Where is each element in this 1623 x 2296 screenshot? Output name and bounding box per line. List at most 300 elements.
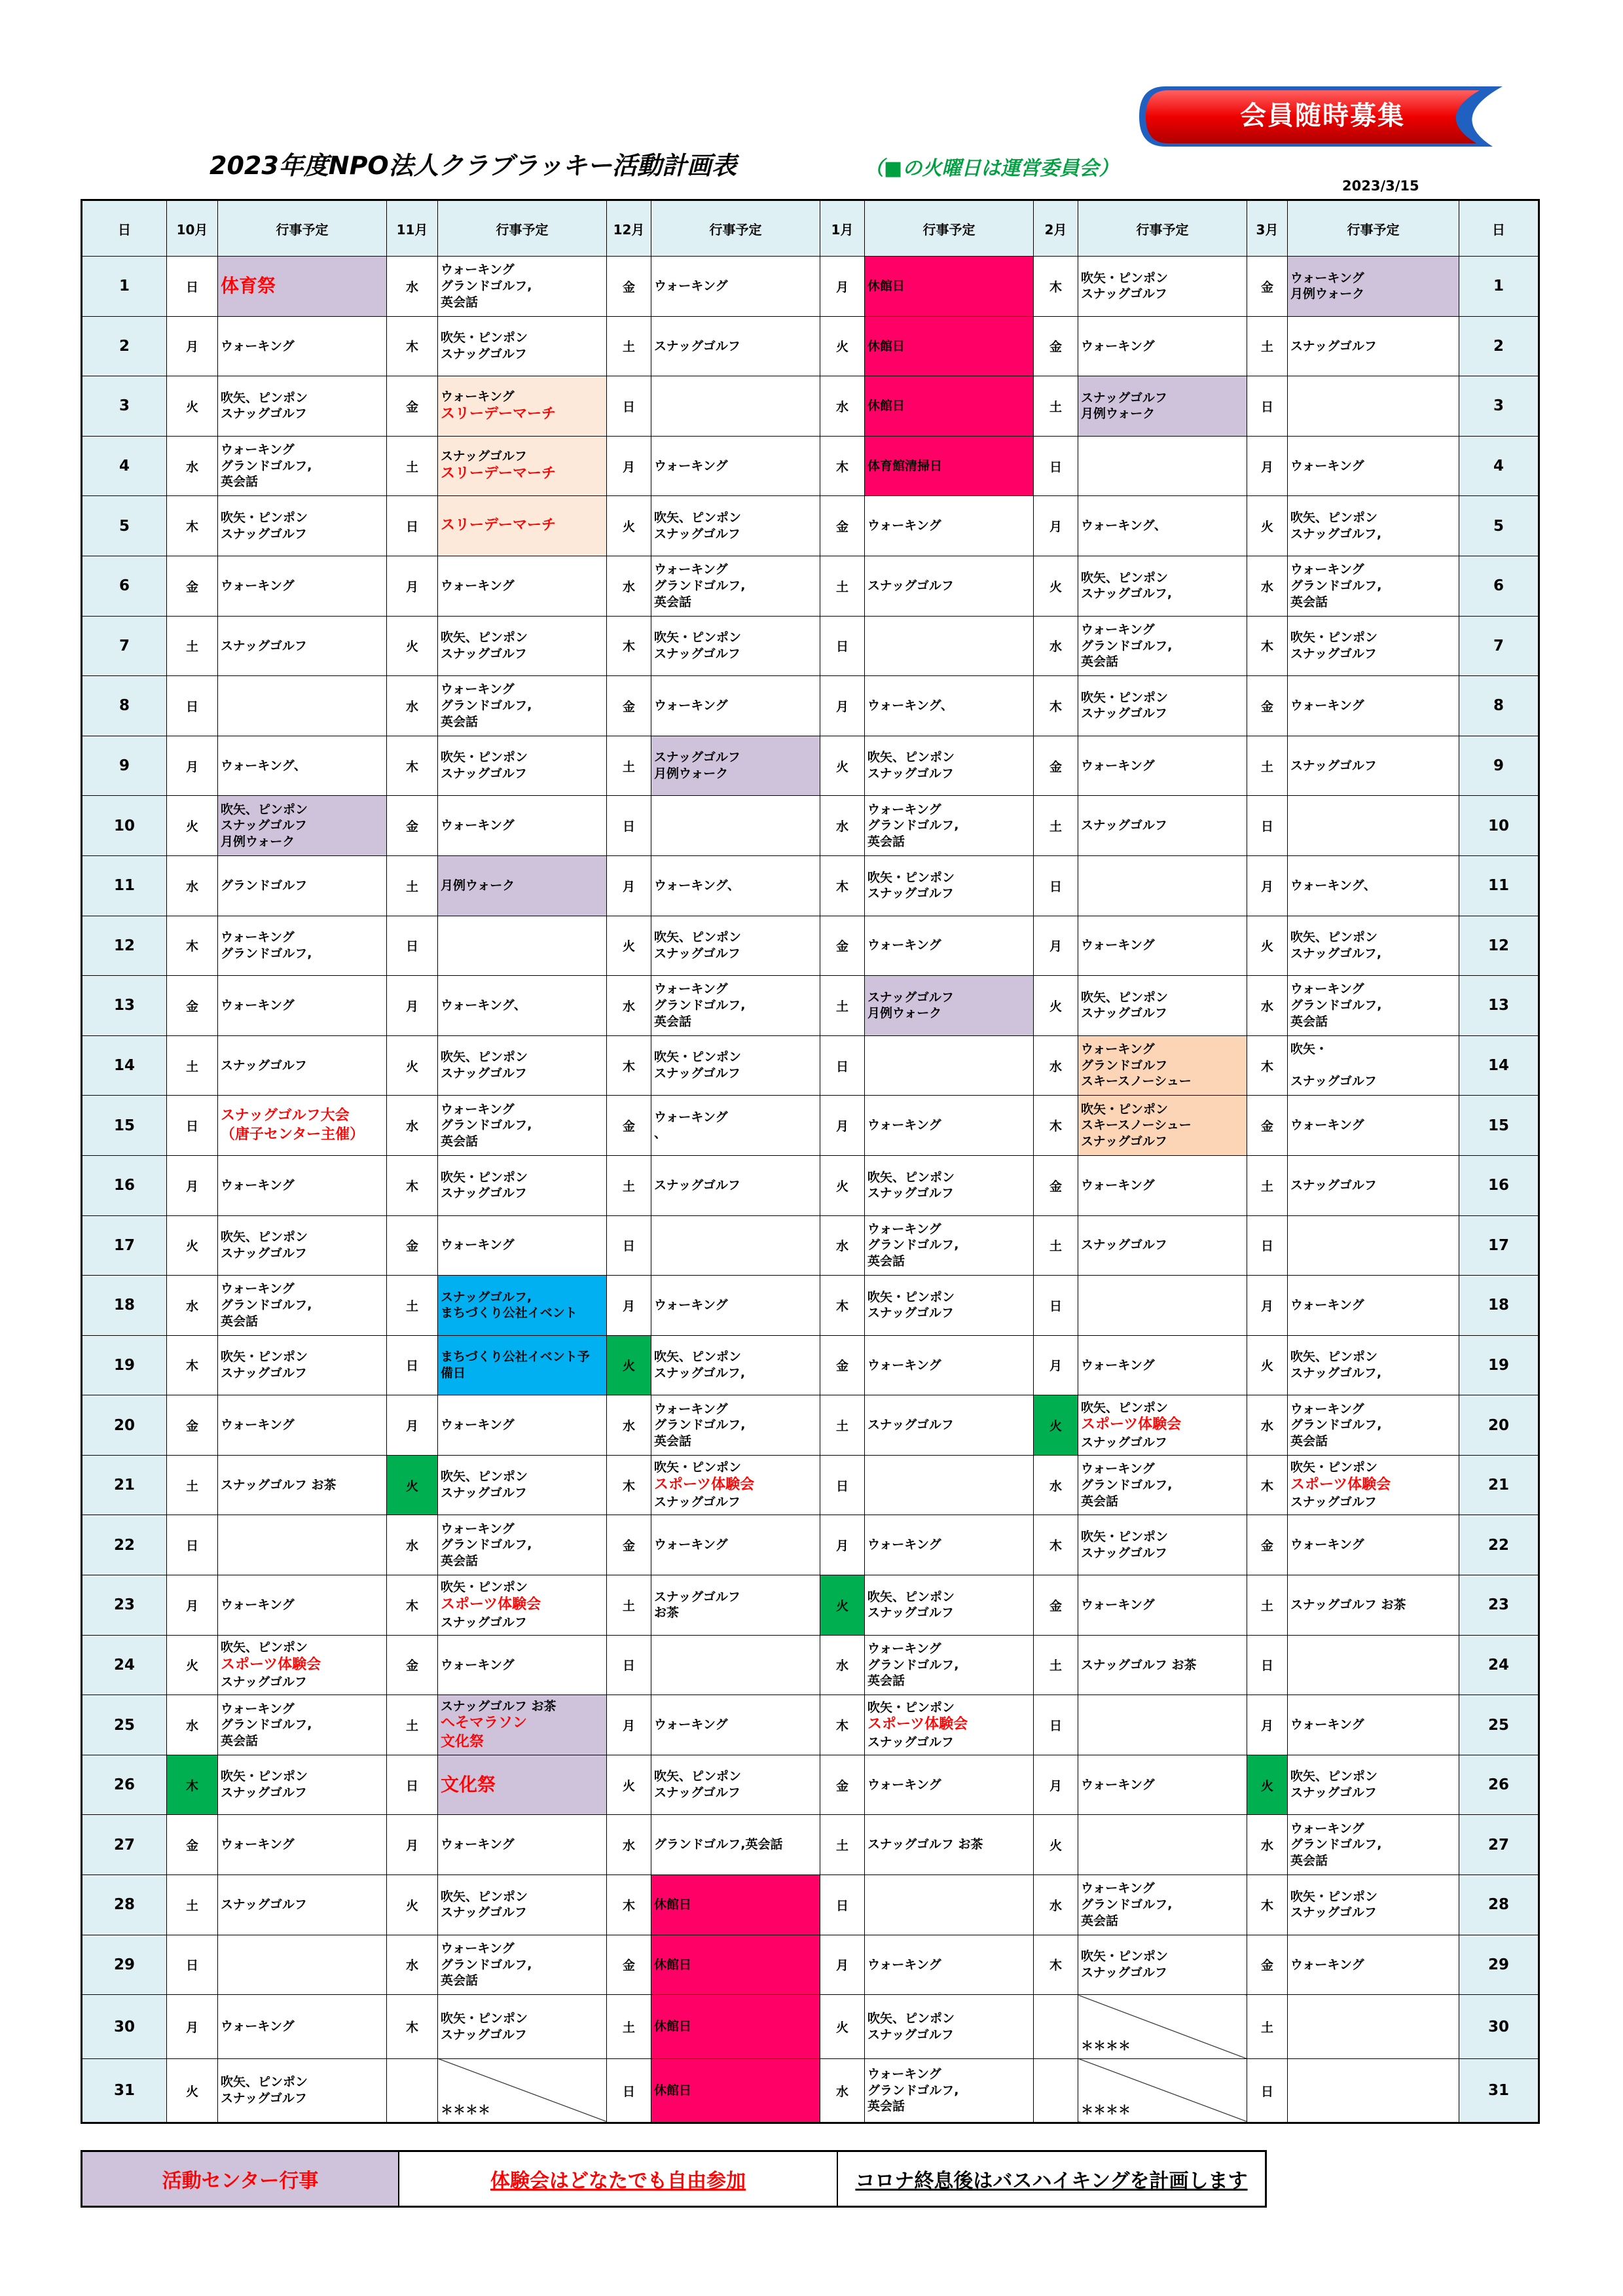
day-number: 21: [82, 1455, 167, 1515]
event-line: 英会話: [221, 1733, 259, 1748]
day-number: 29: [82, 1935, 167, 1995]
event-line: まちづくり公社イベント予: [441, 1350, 590, 1365]
weekday-cell: 水: [820, 1215, 865, 1276]
weekday-cell: 月: [387, 1815, 438, 1875]
day-number-right: 31: [1459, 2058, 1539, 2123]
event-cell: [438, 316, 607, 376]
weekday-cell: 木: [1247, 1455, 1288, 1515]
table-row: [82, 1575, 1539, 1636]
weekday-cell: 火: [820, 1575, 865, 1636]
event-line: スナッグゴルフ: [1290, 1905, 1377, 1920]
weekday-cell: 水: [167, 855, 218, 916]
day-number-right: 25: [1459, 1695, 1539, 1755]
weekday-cell: 木: [167, 1755, 218, 1815]
event-cell: [1288, 1515, 1459, 1575]
event-line: 吹矢、ピンポン: [654, 510, 742, 525]
event-line: ウォーキング: [1290, 1957, 1364, 1972]
event-line: 英会話: [441, 714, 479, 729]
event-line: ウォーキング、: [441, 998, 526, 1013]
event-line: スナッグゴルフ: [441, 646, 527, 661]
event-cell: [438, 2058, 607, 2123]
event-line: スポーツ体験会: [654, 1476, 755, 1493]
weekday-cell: 水: [387, 1515, 438, 1575]
weekday-cell: 火: [1247, 916, 1288, 976]
event-line: ウォーキング: [654, 1298, 728, 1313]
event-cell: [218, 1755, 387, 1815]
event-line: スナッグゴルフ: [221, 818, 307, 833]
event-line: スポーツ体験会: [1081, 1416, 1182, 1433]
day-number: 31: [82, 2058, 167, 2123]
weekday-cell: 土: [820, 1815, 865, 1875]
event-line: 英会話: [1290, 594, 1328, 609]
day-number-right: 7: [1459, 616, 1539, 676]
event-line: スナッグゴルフ: [1290, 1074, 1377, 1089]
day-number-right: 12: [1459, 916, 1539, 976]
weekday-cell: 水: [607, 1395, 651, 1456]
event-cell: [1288, 1096, 1459, 1156]
event-line: グランドゴルフ,: [221, 946, 312, 961]
event-line: 吹矢、ピンポン: [654, 1350, 742, 1365]
event-line: スナッグゴルフ: [1081, 1238, 1167, 1253]
event-line: 英会話: [441, 1134, 479, 1149]
event-cell: [651, 1335, 820, 1395]
table-row: [82, 1635, 1539, 1695]
weekday-cell: 土: [387, 436, 438, 496]
day-number-right: 3: [1459, 376, 1539, 437]
table-row: [82, 616, 1539, 676]
event-cell: [865, 1035, 1034, 1096]
event-cell: [651, 1815, 820, 1875]
day-number-right: 17: [1459, 1215, 1539, 1276]
event-line: スナッグゴルフ: [654, 946, 740, 961]
day-number: 25: [82, 1695, 167, 1755]
weekday-cell: 日: [1247, 1215, 1288, 1276]
event-line: ウォーキング: [441, 1238, 515, 1253]
day-number: 17: [82, 1215, 167, 1276]
event-cell: [1078, 1515, 1247, 1575]
weekday-cell: 木: [1034, 676, 1078, 736]
table-row: [82, 1155, 1539, 1215]
day-number-right: 30: [1459, 1995, 1539, 2059]
day-number-right: 13: [1459, 976, 1539, 1036]
event-line: スナッグゴルフ: [867, 578, 954, 593]
event-cell: [865, 1635, 1034, 1695]
weekday-cell: 日: [607, 1635, 651, 1695]
event-cell: [651, 1575, 820, 1636]
weekday-cell: 火: [387, 1875, 438, 1935]
day-number: 2: [82, 316, 167, 376]
event-line: グランドゴルフ,: [441, 1537, 532, 1552]
event-cell: [1078, 1935, 1247, 1995]
event-cell: [1288, 556, 1459, 616]
header-jan: 1月: [820, 200, 865, 257]
event-line: ウォーキング: [867, 2067, 941, 2082]
event-cell: [438, 1935, 607, 1995]
table-row: [82, 1755, 1539, 1815]
event-cell: [651, 496, 820, 556]
weekday-cell: 木: [1034, 1096, 1078, 1156]
weekday-cell: 日: [1034, 1276, 1078, 1336]
day-number-right: 26: [1459, 1755, 1539, 1815]
event-line: ウォーキング、: [867, 698, 953, 713]
event-line: ウォーキング: [1081, 1881, 1155, 1896]
day-number: 7: [82, 616, 167, 676]
day-number: 15: [82, 1096, 167, 1156]
event-line: 吹矢・ピンポン: [1290, 1460, 1378, 1475]
event-cell: [1288, 676, 1459, 736]
weekday-cell: 木: [820, 1695, 865, 1755]
event-cell: [651, 1155, 820, 1215]
event-line: スナッグゴルフ,: [441, 1289, 532, 1304]
event-cell: [651, 376, 820, 437]
event-cell: [1288, 496, 1459, 556]
weekday-cell: 金: [387, 796, 438, 856]
event-cell: [651, 916, 820, 976]
event-line: ウォーキング: [1081, 338, 1155, 353]
weekday-cell: 金: [607, 257, 651, 317]
weekday-cell: 金: [820, 1755, 865, 1815]
weekday-cell: 火: [820, 736, 865, 796]
day-number-right: 10: [1459, 796, 1539, 856]
weekday-cell: 月: [607, 855, 651, 916]
event-cell: [218, 976, 387, 1036]
event-cell: [1078, 796, 1247, 856]
weekday-cell: 木: [607, 616, 651, 676]
day-number: 20: [82, 1395, 167, 1456]
event-cell: [438, 1575, 607, 1636]
table-row: [82, 496, 1539, 556]
event-line: 休館日: [867, 278, 905, 293]
event-cell: [218, 616, 387, 676]
day-number: 6: [82, 556, 167, 616]
day-number-right: 27: [1459, 1815, 1539, 1875]
event-cell: [865, 1335, 1034, 1395]
event-line: スナッグゴルフ: [441, 346, 527, 361]
event-line: ウォーキング: [1081, 1462, 1155, 1477]
event-line: スナッグゴルフ: [867, 990, 954, 1005]
event-cell: [218, 1815, 387, 1875]
event-line: ウォーキング: [1290, 1821, 1364, 1836]
event-cell: [1078, 1695, 1247, 1755]
weekday-cell: 水: [820, 376, 865, 437]
event-line: スナッグゴルフ: [654, 1495, 740, 1510]
event-line: スリーデーマーチ: [441, 465, 556, 482]
weekday-cell: 月: [1034, 496, 1078, 556]
weekday-cell: 金: [1034, 1575, 1078, 1636]
event-line: 吹矢、ピンポン: [867, 1170, 955, 1185]
event-line: スキースノーシュー: [1081, 1074, 1192, 1089]
event-line: グランドゴルフ,: [1290, 998, 1382, 1013]
header-nov: 11月: [387, 200, 438, 257]
weekday-cell: 木: [1034, 1515, 1078, 1575]
event-line: スナッグゴルフ: [1081, 706, 1167, 721]
day-number-right: 15: [1459, 1096, 1539, 1156]
event-cell: [651, 257, 820, 317]
event-line: ウォーキング: [1290, 1717, 1364, 1732]
event-line: へそマラソン: [441, 1715, 528, 1732]
event-line: スナッグゴルフ: [441, 1186, 527, 1201]
weekday-cell: 木: [387, 316, 438, 376]
event-line: 吹矢・ピンポン: [441, 2011, 528, 2026]
table-row: [82, 1515, 1539, 1575]
weekday-cell: 火: [820, 1155, 865, 1215]
event-line: スナッグゴルフ: [441, 449, 527, 464]
weekday-cell: 金: [1034, 316, 1078, 376]
weekday-cell: 日: [167, 257, 218, 317]
event-cell: [865, 1875, 1034, 1935]
event-line: グランドゴルフ,: [654, 1418, 746, 1433]
day-number-right: 29: [1459, 1935, 1539, 1995]
event-cell: [1288, 1335, 1459, 1395]
event-line: ウォーキング: [1290, 1298, 1364, 1313]
weekday-cell: 水: [607, 556, 651, 616]
event-line: ウォーキング: [441, 818, 515, 833]
event-cell: [865, 976, 1034, 1036]
day-number: 22: [82, 1515, 167, 1575]
event-line: ウォーキング: [1081, 758, 1155, 773]
event-line: スナッグゴルフ: [1081, 1435, 1167, 1450]
weekday-cell: 金: [1247, 1515, 1288, 1575]
event-line: 吹矢・ピンポン: [654, 630, 742, 645]
event-line: スナッグゴルフ: [867, 2027, 954, 2042]
event-cell: [1078, 1395, 1247, 1456]
weekday-cell: 土: [1247, 316, 1288, 376]
event-line: 休館日: [654, 2019, 692, 2034]
event-cell: [651, 1995, 820, 2059]
event-line: ウォーキング: [221, 998, 295, 1013]
event-line: グランドゴルフ,: [654, 998, 746, 1013]
event-cell: [1288, 1455, 1459, 1515]
weekday-cell: 日: [1247, 1635, 1288, 1695]
event-line: スナッグゴルフ: [654, 1589, 740, 1604]
event-line: 英会話: [221, 1314, 259, 1329]
event-cell: [1288, 855, 1459, 916]
table-row: [82, 1215, 1539, 1276]
weekday-cell: 土: [1247, 736, 1288, 796]
event-line: スナッグゴルフ,: [1290, 526, 1382, 541]
event-line: ウォーキング、: [1290, 878, 1376, 893]
event-line: 月例ウォーク: [441, 878, 515, 893]
event-cell: [1288, 916, 1459, 976]
event-cell: [218, 1455, 387, 1515]
event-line: スナッグゴルフ: [1290, 1785, 1377, 1801]
event-cell: [651, 1515, 820, 1575]
event-cell: [1078, 1815, 1247, 1875]
event-cell: [1078, 616, 1247, 676]
table-row: [82, 257, 1539, 317]
day-number-right: 1: [1459, 257, 1539, 317]
weekday-cell: 金: [167, 1395, 218, 1456]
day-number: 23: [82, 1575, 167, 1636]
weekday-cell: 木: [387, 1575, 438, 1636]
event-cell: [1078, 436, 1247, 496]
weekday-cell: 火: [1034, 556, 1078, 616]
weekday-cell: 土: [1034, 796, 1078, 856]
event-line: 吹矢・ピンポン: [1081, 1102, 1169, 1117]
event-line: スナッグゴルフ: [867, 1306, 954, 1321]
weekday-cell: 日: [607, 796, 651, 856]
weekday-cell: [1034, 1995, 1078, 2059]
event-line: スキースノーシュー: [1081, 1118, 1192, 1133]
event-line: ウォーキング: [221, 1282, 295, 1297]
weekday-cell: 月: [1034, 916, 1078, 976]
event-line: ウォーキング: [221, 1701, 295, 1716]
event-line: スナッグゴルフ: [654, 1177, 740, 1193]
day-number-right: 24: [1459, 1635, 1539, 1695]
table-row: [82, 1035, 1539, 1096]
event-line: 英会話: [441, 1554, 479, 1569]
table-row: [82, 316, 1539, 376]
weekday-cell: 月: [1034, 1755, 1078, 1815]
event-line: グランドゴルフ,英会話: [654, 1837, 783, 1852]
event-line: スポーツ体験会: [441, 1596, 541, 1613]
event-line: ウォーキング: [1081, 938, 1155, 953]
event-line: 吹矢、ピンポン: [1290, 1350, 1378, 1365]
weekday-cell: 金: [607, 1515, 651, 1575]
event-cell: [865, 1815, 1034, 1875]
weekday-cell: 土: [1034, 1635, 1078, 1695]
event-cell: [438, 1035, 607, 1096]
event-line: スナッグゴルフ: [867, 1605, 954, 1621]
event-cell: [651, 1215, 820, 1276]
event-cell: [865, 1395, 1034, 1456]
event-cell: [218, 1515, 387, 1575]
weekday-cell: 月: [1247, 436, 1288, 496]
weekday-cell: 水: [820, 796, 865, 856]
weekday-cell: 日: [1034, 436, 1078, 496]
event-line: 休館日: [867, 338, 905, 353]
day-number: 28: [82, 1875, 167, 1935]
event-line: スナッグゴルフ: [867, 886, 954, 901]
weekday-cell: 月: [820, 257, 865, 317]
event-cell: [438, 1995, 607, 2059]
event-line: ウォーキング: [221, 1598, 295, 1613]
event-line: スナッグゴルフ: [441, 2027, 527, 2042]
weekday-cell: 日: [820, 1455, 865, 1515]
event-cell: [651, 436, 820, 496]
day-number: 18: [82, 1276, 167, 1336]
event-line: 吹矢・ピンポン: [654, 1460, 742, 1475]
event-line: ウォーキング: [441, 1521, 515, 1536]
weekday-cell: 木: [607, 1455, 651, 1515]
event-line: ウォーキング: [1081, 1357, 1155, 1372]
event-cell: [865, 1276, 1034, 1336]
day-number: 3: [82, 376, 167, 437]
event-line: スナッグゴルフ: [654, 526, 740, 541]
event-line: スナッグゴルフ: [1081, 1006, 1167, 1021]
weekday-cell: 月: [820, 1515, 865, 1575]
weekday-cell: 火: [1034, 1815, 1078, 1875]
event-cell: [651, 556, 820, 616]
event-cell: [218, 316, 387, 376]
weekday-cell: 金: [607, 1935, 651, 1995]
event-line: ウォーキング: [654, 698, 728, 713]
day-number: 1: [82, 257, 167, 317]
event-cell: [865, 855, 1034, 916]
weekday-cell: 月: [607, 1276, 651, 1336]
event-cell: [651, 1635, 820, 1695]
event-line: スナッグゴルフ: [867, 1418, 954, 1433]
event-line: ウォーキング: [867, 1357, 941, 1372]
event-cell: [1288, 616, 1459, 676]
day-number-right: 19: [1459, 1335, 1539, 1395]
weekday-cell: 水: [820, 1635, 865, 1695]
event-line: 吹矢、ピンポン: [1290, 510, 1378, 525]
weekday-cell: 金: [1034, 1155, 1078, 1215]
event-cell: [651, 2058, 820, 2123]
event-cell: [651, 1395, 820, 1456]
event-cell: [865, 436, 1034, 496]
weekday-cell: 土: [387, 1695, 438, 1755]
event-cell: [651, 1096, 820, 1156]
event-line: ウォーキング: [221, 578, 295, 593]
weekday-cell: 金: [1247, 676, 1288, 736]
weekday-cell: 金: [1247, 1935, 1288, 1995]
event-cell: [865, 1455, 1034, 1515]
weekday-cell: 日: [1247, 376, 1288, 437]
event-line: 吹矢、ピンポン: [867, 2011, 955, 2026]
day-number: 12: [82, 916, 167, 976]
event-cell: [438, 855, 607, 916]
table-row: [82, 1995, 1539, 2059]
weekday-cell: 水: [820, 2058, 865, 2123]
event-line: 吹矢、ピンポン: [441, 1050, 528, 1065]
table-row: [82, 1335, 1539, 1395]
day-number: 11: [82, 855, 167, 916]
day-number-right: 20: [1459, 1395, 1539, 1456]
legend-table: [81, 2150, 1267, 2208]
event-cell: [218, 1935, 387, 1995]
weekday-cell: 日: [387, 916, 438, 976]
weekday-cell: 火: [387, 1035, 438, 1096]
header-row: [82, 200, 1539, 257]
weekday-cell: 金: [387, 1215, 438, 1276]
weekday-cell: 木: [387, 1155, 438, 1215]
event-cell: [218, 436, 387, 496]
weekday-cell: 月: [820, 676, 865, 736]
event-line: グランドゴルフ,: [1290, 1837, 1382, 1852]
event-cell: [865, 1695, 1034, 1755]
weekday-cell: 月: [607, 436, 651, 496]
event-cell: [1288, 316, 1459, 376]
event-line: 英会話: [654, 1433, 692, 1448]
weekday-cell: 火: [167, 1635, 218, 1695]
weekday-cell: 日: [167, 1515, 218, 1575]
table-row: [82, 1395, 1539, 1456]
event-line: ウォーキング: [654, 1537, 728, 1552]
day-number-right: 4: [1459, 436, 1539, 496]
event-cell: [1288, 1815, 1459, 1875]
event-cell: [651, 1875, 820, 1935]
event-cell: [865, 796, 1034, 856]
event-line: 休館日: [654, 1957, 692, 1972]
weekday-cell: 金: [820, 496, 865, 556]
day-number: 5: [82, 496, 167, 556]
event-cell: [1288, 1695, 1459, 1755]
weekday-cell: 月: [1247, 1276, 1288, 1336]
event-cell: [438, 736, 607, 796]
day-number: 4: [82, 436, 167, 496]
event-cell: [1078, 1755, 1247, 1815]
event-line: ウォーキング: [441, 1418, 515, 1433]
event-line: 吹矢、ピンポン: [1081, 570, 1169, 585]
event-line: ウォーキング: [441, 1941, 515, 1956]
event-line: 吹矢・ピンポン: [441, 331, 528, 346]
event-line: 吹矢・ピンポン: [221, 1769, 308, 1784]
event-line: グランドゴルフ,: [867, 818, 959, 833]
table-row: [82, 1935, 1539, 1995]
weekday-cell: 木: [167, 916, 218, 976]
